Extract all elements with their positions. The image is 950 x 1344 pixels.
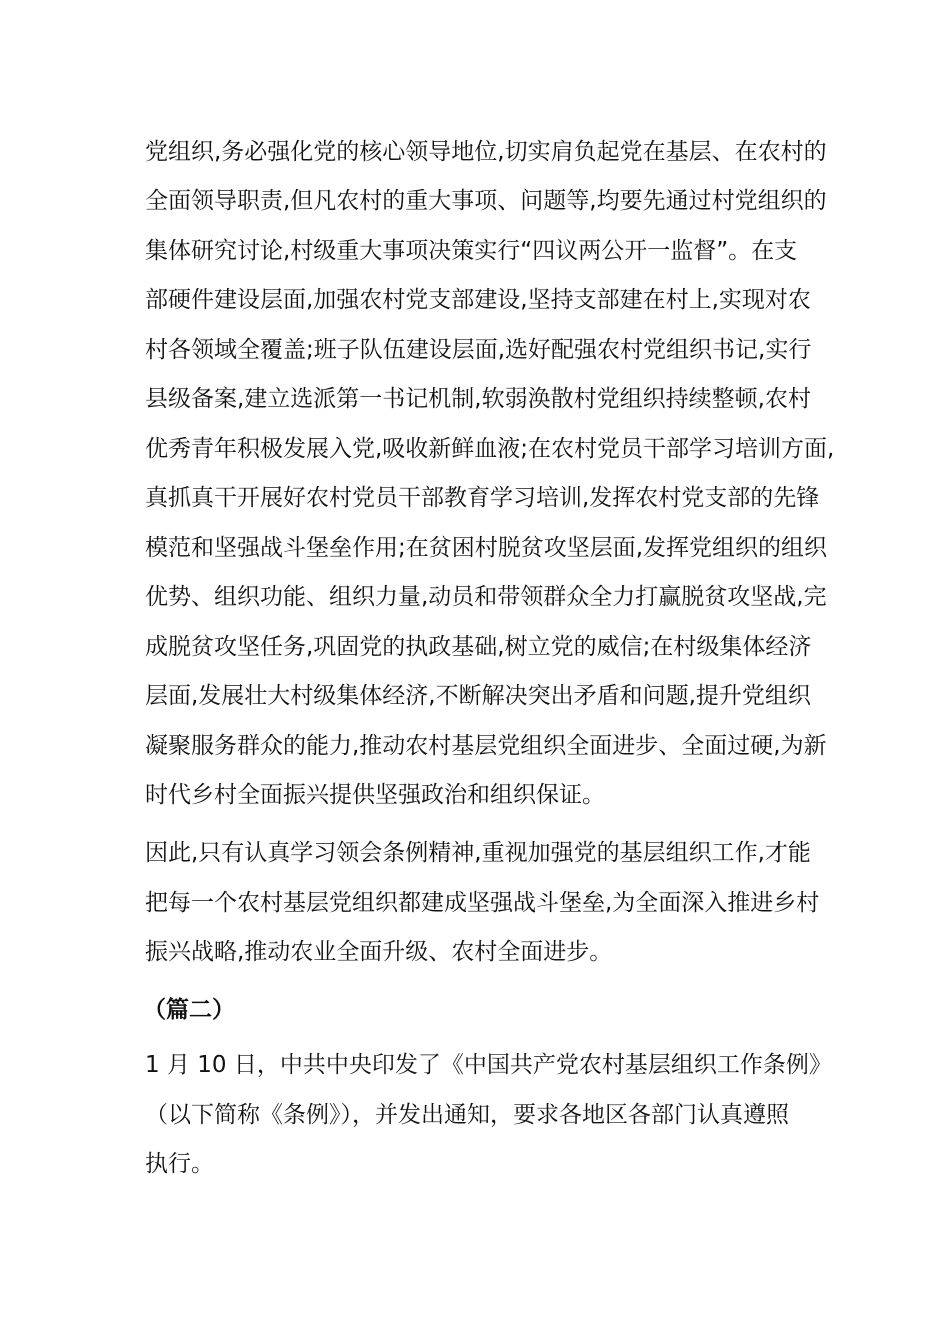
text-line: 全面领导职责,但凡农村的重大事项、问题等,均要先通过村党组织的 xyxy=(145,188,827,214)
text-line: 集体研究讨论,村级重大事项决策实行“四议两公开一监督”。在支 xyxy=(145,238,798,264)
text-line: （以下简称《条例》），并发出通知，要求各地区各部门认真遵照 xyxy=(145,1102,789,1128)
section-heading: （篇二） xyxy=(143,997,235,1023)
text-line: 模范和坚强战斗堡垒作用;在贫困村脱贫攻坚层面,发挥党组织的组织 xyxy=(145,535,828,561)
text-line: 党组织,务必强化党的核心领导地位,切实肩负起党在基层、在农村的 xyxy=(145,139,827,165)
text-line: 村各领域全覆盖;班子队伍建设层面,选好配强农村党组织书记,实行 xyxy=(145,337,812,363)
text-line: 成脱贫攻坚任务,巩固党的执政基础,树立党的威信;在村级集体经济 xyxy=(145,634,812,660)
text-line: 时代乡村全面振兴提供坚强政治和组织保证。 xyxy=(145,782,605,808)
text-line: 凝聚服务群众的能力,推动农村基层党组织全面进步、全面过硬,为新 xyxy=(145,733,827,759)
text-line: 层面,发展壮大村级集体经济,不断解决突出矛盾和问题,提升党组织 xyxy=(145,683,811,709)
text-line: 真抓真干开展好农村党员干部教育学习培训,发挥农村党支部的先锋 xyxy=(145,485,820,511)
text-line: 优势、组织功能、组织力量,动员和带领群众全力打赢脱贫攻坚战,完 xyxy=(145,584,827,610)
text-line: 振兴战略,推动农业全面升级、农村全面进步。 xyxy=(145,939,613,965)
text-line: 因此,只有认真学习领会条例精神,重视加强党的基层组织工作,才能 xyxy=(145,840,811,866)
text-line: 优秀青年积极发展入党,吸收新鲜血液;在农村党员干部学习培训方面, xyxy=(145,436,835,462)
text-line: 部硬件建设层面,加强农村党支部建设,坚持支部建在村上,实现对农 xyxy=(145,287,811,313)
text-line: 执行。 xyxy=(145,1151,214,1177)
text-line: 县级备案,建立选派第一书记机制,软弱涣散村党组织持续整顿,农村 xyxy=(145,386,811,412)
text-line: 1 月 10 日，中共中央印发了《中国共产党农村基层组织工作条例》 xyxy=(145,1052,832,1078)
text-line: 把每一个农村基层党组织都建成坚强战斗堡垒,为全面深入推进乡村 xyxy=(145,890,820,916)
